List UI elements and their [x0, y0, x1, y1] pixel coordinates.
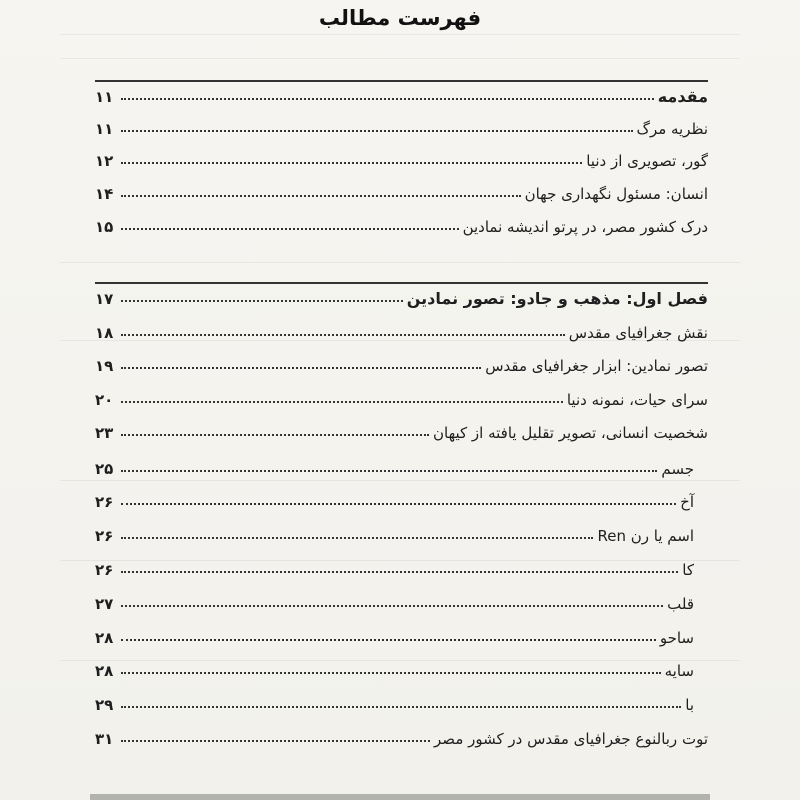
toc-entry[interactable] [95, 589, 708, 613]
toc-page-number: ۱۸ [95, 324, 114, 342]
toc-entry-label: نظریه مرگ [636, 120, 708, 138]
toc-entry[interactable] [95, 212, 708, 236]
toc-entry-label: ساحو [659, 629, 694, 647]
toc-entry-label: شخصیت انسانی، تصویر تقلیل یافته از کیهان [433, 424, 708, 442]
show-through-line [60, 480, 740, 481]
toc-page-number: ۲۳ [95, 424, 114, 442]
leader-dots [121, 638, 656, 641]
toc-page-number: ۲۰ [95, 391, 114, 409]
leader-dots [121, 502, 676, 505]
toc-entry[interactable] [95, 146, 708, 170]
leader-dots [121, 739, 430, 742]
leader-dots [121, 129, 633, 132]
show-through-line [60, 58, 740, 59]
toc-entry-label: اسم یا رن Ren [597, 527, 694, 545]
toc-entry[interactable] [95, 521, 708, 545]
toc-entry[interactable] [95, 623, 708, 647]
toc-page-number: ۱۴ [95, 185, 114, 203]
toc-page-number: ۱۵ [95, 218, 114, 236]
toc-entry[interactable] [95, 385, 708, 409]
toc-page-number: ۲۸ [95, 629, 114, 647]
toc-entry-label: گور، تصویری از دنیا [586, 152, 708, 170]
toc-page-number: ۲۹ [95, 696, 114, 714]
toc-entry-label: انسان: مسئول نگهداری جهان [524, 185, 708, 203]
toc-entry[interactable] [95, 318, 708, 342]
toc-entry[interactable] [95, 487, 708, 511]
toc-entry-label: با [685, 696, 694, 714]
toc-entry-label: توت ربالنوع جغرافیای مقدس در کشور مصر [434, 730, 708, 748]
toc-page-number: ۳۱ [95, 730, 114, 748]
leader-dots [121, 604, 663, 607]
toc-page-number: ۱۷ [95, 290, 114, 308]
toc-entry-label: جسم [661, 460, 694, 478]
toc-page-number: ۲۶ [95, 493, 114, 511]
toc-entry-label: آخ [680, 493, 694, 511]
toc-page-number: ۲۶ [95, 561, 114, 579]
toc-entry-label: فصل اول: مذهب و جادو: تصور نمادین [406, 289, 708, 308]
cut-off-next-line [90, 794, 710, 800]
toc-entry-label: مقدمه [657, 87, 708, 106]
leader-dots [121, 469, 657, 472]
leader-dots [121, 433, 429, 436]
toc-entry[interactable] [95, 690, 708, 714]
toc-page-number: ۲۷ [95, 595, 114, 613]
leader-dots [121, 227, 459, 230]
leader-dots [121, 366, 481, 369]
toc-entry[interactable] [95, 656, 708, 680]
toc-entry-label: سرای حیات، نمونه دنیا [566, 391, 708, 409]
show-through-line [60, 34, 740, 35]
toc-page-number: ۱۲ [95, 152, 114, 170]
leader-dots [121, 333, 565, 336]
toc-page-number: ۲۶ [95, 527, 114, 545]
leader-dots [121, 570, 678, 573]
toc-page-number: ۱۱ [95, 120, 114, 138]
toc-entry[interactable] [95, 454, 708, 478]
toc-entry[interactable] [95, 724, 708, 748]
leader-dots [121, 161, 582, 164]
leader-dots [121, 299, 403, 302]
toc-page-number: ۱۱ [95, 88, 114, 106]
toc-entry-label: کا [682, 561, 694, 579]
toc-page-number: ۱۹ [95, 357, 114, 375]
leader-dots [121, 536, 593, 539]
toc-entry-chapter-one[interactable] [95, 284, 708, 308]
toc-entry-label: نقش جغرافیای مقدس [568, 324, 708, 342]
leader-dots [121, 97, 654, 100]
toc-entry-label: قلب [667, 595, 694, 613]
leader-dots [121, 194, 521, 197]
toc-entry[interactable] [95, 555, 708, 579]
leader-dots [121, 671, 661, 674]
leader-dots [121, 705, 681, 708]
page-title: فهرست مطالب [318, 6, 482, 30]
toc-page-number: ۲۸ [95, 662, 114, 680]
toc-page-number: ۲۵ [95, 460, 114, 478]
toc-entry[interactable] [95, 114, 708, 138]
toc-entry[interactable] [95, 418, 708, 442]
toc-entry-label: درک کشور مصر، در پرتو اندیشه نمادین [462, 218, 708, 236]
toc-entry-label: تصور نمادین: ابزار جغرافیای مقدس [485, 357, 708, 375]
leader-dots [121, 400, 563, 403]
toc-entry[interactable] [95, 179, 708, 203]
toc-entry[interactable] [95, 351, 708, 375]
toc-entry-introduction[interactable] [95, 82, 708, 106]
toc-entry-label: سایه [664, 662, 694, 680]
show-through-line [60, 262, 740, 263]
